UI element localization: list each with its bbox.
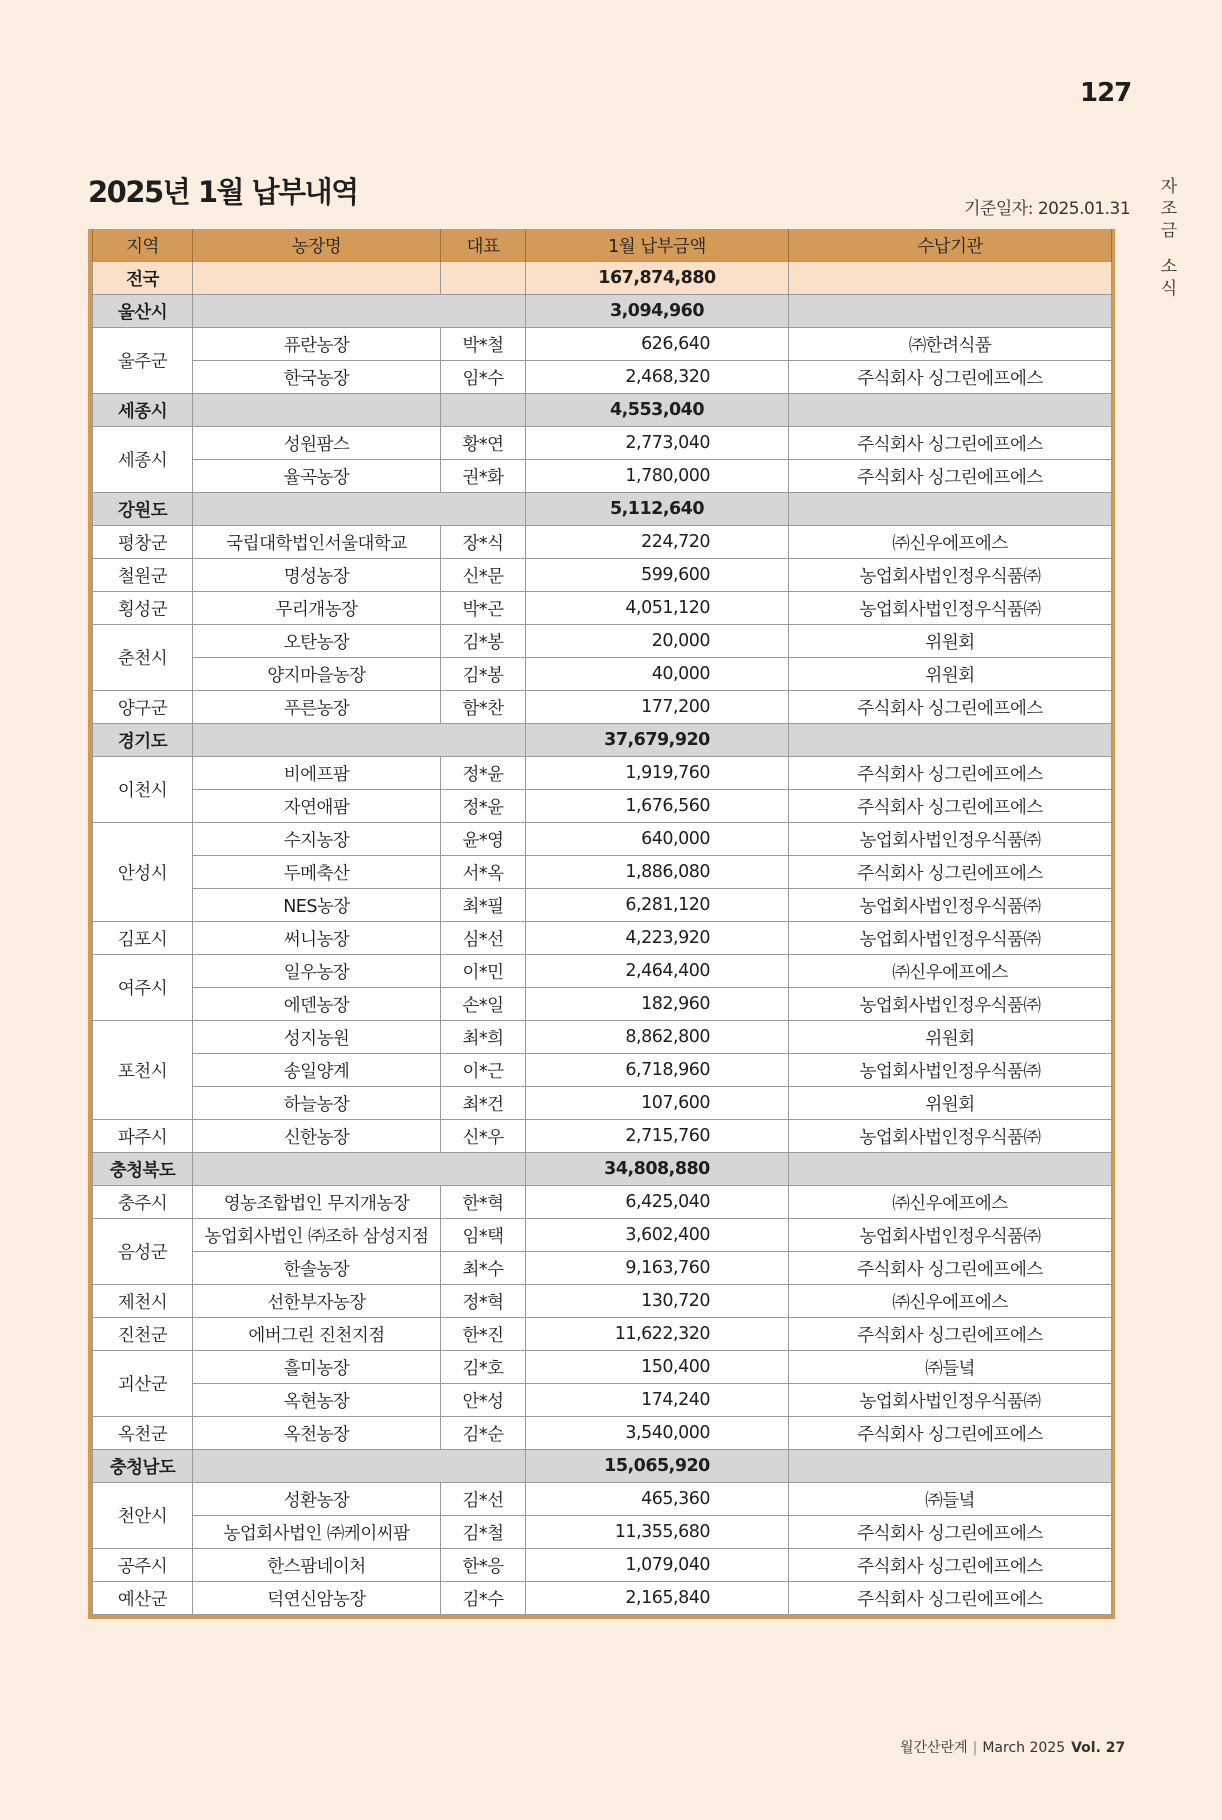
amount-cell: 6,281,120 [526,889,789,922]
table-row [93,790,1112,823]
amount-cell: 182,960 [526,988,789,1021]
side-section-label [1157,176,1181,300]
table-row [93,526,1112,559]
empty-span-cell [193,493,526,526]
side-label-char: 조 [1160,199,1178,219]
region-cell: 충주시 [93,1186,193,1219]
farm-cell: 한스팜네이처 [193,1549,441,1582]
farm-cell: 수지농장 [193,823,441,856]
table-row [93,757,1112,790]
region-cell: 포천시 [93,1021,193,1120]
region-cell: 양구군 [93,691,193,724]
representative-cell: 윤*영 [441,823,526,856]
region-cell: 옥천군 [93,1417,193,1450]
amount-cell: 2,773,040 [526,427,789,460]
representative-cell: 김*순 [441,1417,526,1450]
page-number: 127 [1080,78,1132,108]
table-row [93,460,1112,493]
representative-cell: 최*희 [441,1021,526,1054]
representative-cell: 김*봉 [441,658,526,691]
organization-cell: 농업회사법인정우식품㈜ [789,1219,1112,1252]
farm-cell: NES농장 [193,889,441,922]
farm-cell: 율곡농장 [193,460,441,493]
amount-cell: 150,400 [526,1351,789,1384]
amount-cell: 640,000 [526,823,789,856]
amount-cell: 3,602,400 [526,1219,789,1252]
region-cell: 공주시 [93,1549,193,1582]
amount-cell: 177,200 [526,691,789,724]
representative-cell: 김*철 [441,1516,526,1549]
organization-cell: 주식회사 싱그린에프에스 [789,757,1112,790]
organization-cell: 농업회사법인정우식품㈜ [789,988,1112,1021]
amount-cell: 37,679,920 [526,724,789,757]
representative-cell: 한*진 [441,1318,526,1351]
farm-cell: 성원팜스 [193,427,441,460]
region-cell: 괴산군 [93,1351,193,1417]
organization-cell [789,1450,1112,1483]
organization-cell: ㈜신우에프에스 [789,1285,1112,1318]
region-cell: 춘천시 [93,625,193,691]
amount-cell: 11,355,680 [526,1516,789,1549]
province-total-row [93,493,1112,526]
organization-cell: 농업회사법인정우식품㈜ [789,1054,1112,1087]
farm-cell [193,262,441,295]
farm-cell: 에버그린 진천지점 [193,1318,441,1351]
organization-cell: 농업회사법인정우식품㈜ [789,559,1112,592]
organization-cell: ㈜신우에프에스 [789,526,1112,559]
farm-cell: 무리개농장 [193,592,441,625]
amount-cell: 20,000 [526,625,789,658]
farm-cell: 비에프팜 [193,757,441,790]
representative-cell: 한*응 [441,1549,526,1582]
amount-cell: 4,553,040 [526,394,789,427]
amount-cell: 1,780,000 [526,460,789,493]
farm-cell: 덕연신암농장 [193,1582,441,1615]
organization-cell: 주식회사 싱그린에프에스 [789,1516,1112,1549]
farm-cell: 두메축산 [193,856,441,889]
side-label-char: 금 [1160,221,1178,241]
farm-cell: 농업회사법인 ㈜조하 삼성지점 [193,1219,441,1252]
region-cell: 제천시 [93,1285,193,1318]
table-row [93,1120,1112,1153]
side-label-char: 식 [1160,279,1178,299]
header-amount: 1월 납부금액 [526,229,789,262]
representative-cell: 최*필 [441,889,526,922]
region-cell: 이천시 [93,757,193,823]
province-total-row [93,1450,1112,1483]
province-total-row [93,295,1112,328]
amount-cell: 3,094,960 [526,295,789,328]
amount-cell: 224,720 [526,526,789,559]
representative-cell: 김*선 [441,1483,526,1516]
region-cell: 울산시 [93,295,193,328]
region-cell: 충청북도 [93,1153,193,1186]
amount-cell: 2,464,400 [526,955,789,988]
representative-cell: 손*일 [441,988,526,1021]
organization-cell: 농업회사법인정우식품㈜ [789,823,1112,856]
farm-cell: 국립대학법인서울대학교 [193,526,441,559]
farm-cell: 신한농장 [193,1120,441,1153]
representative-cell: 임*수 [441,361,526,394]
region-cell: 김포시 [93,922,193,955]
organization-cell [789,295,1112,328]
amount-cell: 1,886,080 [526,856,789,889]
amount-cell: 6,425,040 [526,1186,789,1219]
farm-cell: 푸른농장 [193,691,441,724]
representative-cell: 임*택 [441,1219,526,1252]
organization-cell: 주식회사 싱그린에프에스 [789,1252,1112,1285]
footer: 월간산란계 | March 2025 Vol. 27 [900,1740,1126,1756]
amount-cell: 4,223,920 [526,922,789,955]
organization-cell: 주식회사 싱그린에프에스 [789,856,1112,889]
amount-cell: 1,676,560 [526,790,789,823]
table-row [93,1252,1112,1285]
table-row [93,1384,1112,1417]
amount-cell: 1,079,040 [526,1549,789,1582]
table-row [93,889,1112,922]
region-cell: 세종시 [93,427,193,493]
table-row [93,1417,1112,1450]
representative-cell: 박*곤 [441,592,526,625]
table-row [93,1054,1112,1087]
representative-cell: 이*근 [441,1054,526,1087]
representative-cell: 함*찬 [441,691,526,724]
farm-cell: 명성농장 [193,559,441,592]
table-body [93,262,1112,1615]
reference-date: 기준일자: 2025.01.31 [964,199,1131,219]
amount-cell: 15,065,920 [526,1450,789,1483]
amount-cell: 465,360 [526,1483,789,1516]
organization-cell: 주식회사 싱그린에프에스 [789,1582,1112,1615]
organization-cell: ㈜신우에프에스 [789,955,1112,988]
region-cell: 횡성군 [93,592,193,625]
table-row [93,856,1112,889]
region-cell: 전국 [93,262,193,295]
representative-cell: 최*수 [441,1252,526,1285]
table-row [93,427,1112,460]
representative-cell: 서*옥 [441,856,526,889]
farm-cell: 한국농장 [193,361,441,394]
table-row [93,691,1112,724]
organization-cell [789,724,1112,757]
representative-cell: 권*화 [441,460,526,493]
header-organization: 수납기관 [789,229,1112,262]
representative-cell: 한*혁 [441,1186,526,1219]
organization-cell: 주식회사 싱그린에프에스 [789,1549,1112,1582]
representative-cell: 김*봉 [441,625,526,658]
representative-cell [441,262,526,295]
table-row [93,559,1112,592]
province-total-row [93,724,1112,757]
table-row [93,1318,1112,1351]
empty-span-cell [193,1450,526,1483]
organization-cell: 농업회사법인정우식품㈜ [789,889,1112,922]
table-row [93,592,1112,625]
amount-cell: 130,720 [526,1285,789,1318]
table-row [93,658,1112,691]
province-total-row [93,1153,1112,1186]
amount-cell: 626,640 [526,328,789,361]
farm-cell: 일우농장 [193,955,441,988]
table-header-row [93,229,1112,262]
footer-volume: Vol. 27 [1071,1740,1126,1756]
region-cell: 강원도 [93,493,193,526]
amount-cell: 40,000 [526,658,789,691]
table-row [93,823,1112,856]
organization-cell: 농업회사법인정우식품㈜ [789,592,1112,625]
province-total-row [93,394,1112,427]
table-row [93,1186,1112,1219]
region-cell: 진천군 [93,1318,193,1351]
representative-cell: 안*성 [441,1384,526,1417]
representative-cell: 정*윤 [441,790,526,823]
table-row [93,1516,1112,1549]
amount-cell: 3,540,000 [526,1417,789,1450]
organization-cell [789,1153,1112,1186]
region-cell: 울주군 [93,328,193,394]
representative-cell: 황*연 [441,427,526,460]
farm-cell: 성지농원 [193,1021,441,1054]
organization-cell: 주식회사 싱그린에프에스 [789,790,1112,823]
farm-cell: 영농조합법인 무지개농장 [193,1186,441,1219]
farm-cell: 에덴농장 [193,988,441,1021]
table-row [93,1021,1112,1054]
representative-cell: 신*문 [441,559,526,592]
amount-cell: 11,622,320 [526,1318,789,1351]
organization-cell [789,394,1112,427]
amount-cell: 174,240 [526,1384,789,1417]
payment-table-container [88,229,1115,1619]
farm-cell: 양지마을농장 [193,658,441,691]
amount-cell: 2,468,320 [526,361,789,394]
table-row [93,625,1112,658]
region-cell: 평창군 [93,526,193,559]
representative-cell: 심*선 [441,922,526,955]
region-cell: 음성군 [93,1219,193,1285]
organization-cell: 주식회사 싱그린에프에스 [789,1417,1112,1450]
farm-cell: 퓨란농장 [193,328,441,361]
table-row [93,1549,1112,1582]
table-row [93,988,1112,1021]
region-cell: 파주시 [93,1120,193,1153]
side-label-char: 소 [1160,257,1178,277]
farm-cell: 오탄농장 [193,625,441,658]
representative-cell: 신*우 [441,1120,526,1153]
organization-cell: 주식회사 싱그린에프에스 [789,460,1112,493]
table-row [93,1087,1112,1120]
representative-cell: 이*민 [441,955,526,988]
table-row [93,328,1112,361]
region-cell: 세종시 [93,394,193,427]
farm-cell: 자연애팜 [193,790,441,823]
amount-cell: 2,165,840 [526,1582,789,1615]
organization-cell: 위원회 [789,658,1112,691]
organization-cell: 위원회 [789,625,1112,658]
payment-table [92,229,1112,1615]
empty-span-cell [193,724,526,757]
organization-cell: 위원회 [789,1087,1112,1120]
organization-cell: 주식회사 싱그린에프에스 [789,427,1112,460]
organization-cell: 주식회사 싱그린에프에스 [789,691,1112,724]
region-cell: 철원군 [93,559,193,592]
organization-cell: 농업회사법인정우식품㈜ [789,1120,1112,1153]
farm-cell: 써니농장 [193,922,441,955]
farm-cell: 흘미농장 [193,1351,441,1384]
amount-cell: 4,051,120 [526,592,789,625]
farm-cell: 송일양계 [193,1054,441,1087]
organization-cell [789,262,1112,295]
table-row [93,361,1112,394]
national-total-row [93,262,1112,295]
amount-cell: 8,862,800 [526,1021,789,1054]
representative-cell: 정*윤 [441,757,526,790]
amount-cell: 107,600 [526,1087,789,1120]
region-cell: 안성시 [93,823,193,922]
table-row [93,955,1112,988]
amount-cell: 1,919,760 [526,757,789,790]
region-cell: 충청남도 [93,1450,193,1483]
farm-cell [193,394,441,427]
header-farm: 농장명 [193,229,441,262]
organization-cell: ㈜들녘 [789,1351,1112,1384]
page-title: 2025년 1월 납부내역 [88,175,358,209]
farm-cell: 옥현농장 [193,1384,441,1417]
representative-cell: 정*혁 [441,1285,526,1318]
farm-cell: 옥천농장 [193,1417,441,1450]
table-row [93,922,1112,955]
representative-cell [441,394,526,427]
amount-cell: 167,874,880 [526,262,789,295]
region-cell: 여주시 [93,955,193,1021]
organization-cell: 주식회사 싱그린에프에스 [789,361,1112,394]
footer-magazine: 월간산란계 [900,1740,968,1756]
amount-cell: 34,808,880 [526,1153,789,1186]
organization-cell: 농업회사법인정우식품㈜ [789,922,1112,955]
farm-cell: 하늘농장 [193,1087,441,1120]
empty-span-cell [193,1153,526,1186]
table-row [93,1582,1112,1615]
farm-cell: 선한부자농장 [193,1285,441,1318]
table-row [93,1351,1112,1384]
table-row [93,1219,1112,1252]
region-cell: 예산군 [93,1582,193,1615]
farm-cell: 성환농장 [193,1483,441,1516]
table-row [93,1483,1112,1516]
amount-cell: 2,715,760 [526,1120,789,1153]
organization-cell: 주식회사 싱그린에프에스 [789,1318,1112,1351]
representative-cell: 최*건 [441,1087,526,1120]
header-representative: 대표 [441,229,526,262]
amount-cell: 5,112,640 [526,493,789,526]
side-label-char: 자 [1160,177,1178,197]
organization-cell: ㈜신우에프에스 [789,1186,1112,1219]
footer-issue: March 2025 [982,1740,1066,1756]
organization-cell: ㈜한려식품 [789,328,1112,361]
header-region: 지역 [93,229,193,262]
organization-cell [789,493,1112,526]
organization-cell: 농업회사법인정우식품㈜ [789,1384,1112,1417]
amount-cell: 6,718,960 [526,1054,789,1087]
farm-cell: 한솔농장 [193,1252,441,1285]
table-row [93,1285,1112,1318]
representative-cell: 김*호 [441,1351,526,1384]
region-cell: 경기도 [93,724,193,757]
representative-cell: 김*수 [441,1582,526,1615]
farm-cell: 농업회사법인 ㈜케이씨팜 [193,1516,441,1549]
empty-span-cell [193,295,526,328]
amount-cell: 599,600 [526,559,789,592]
region-cell: 천안시 [93,1483,193,1549]
amount-cell: 9,163,760 [526,1252,789,1285]
representative-cell: 박*철 [441,328,526,361]
representative-cell: 장*식 [441,526,526,559]
organization-cell: 위원회 [789,1021,1112,1054]
organization-cell: ㈜들녘 [789,1483,1112,1516]
